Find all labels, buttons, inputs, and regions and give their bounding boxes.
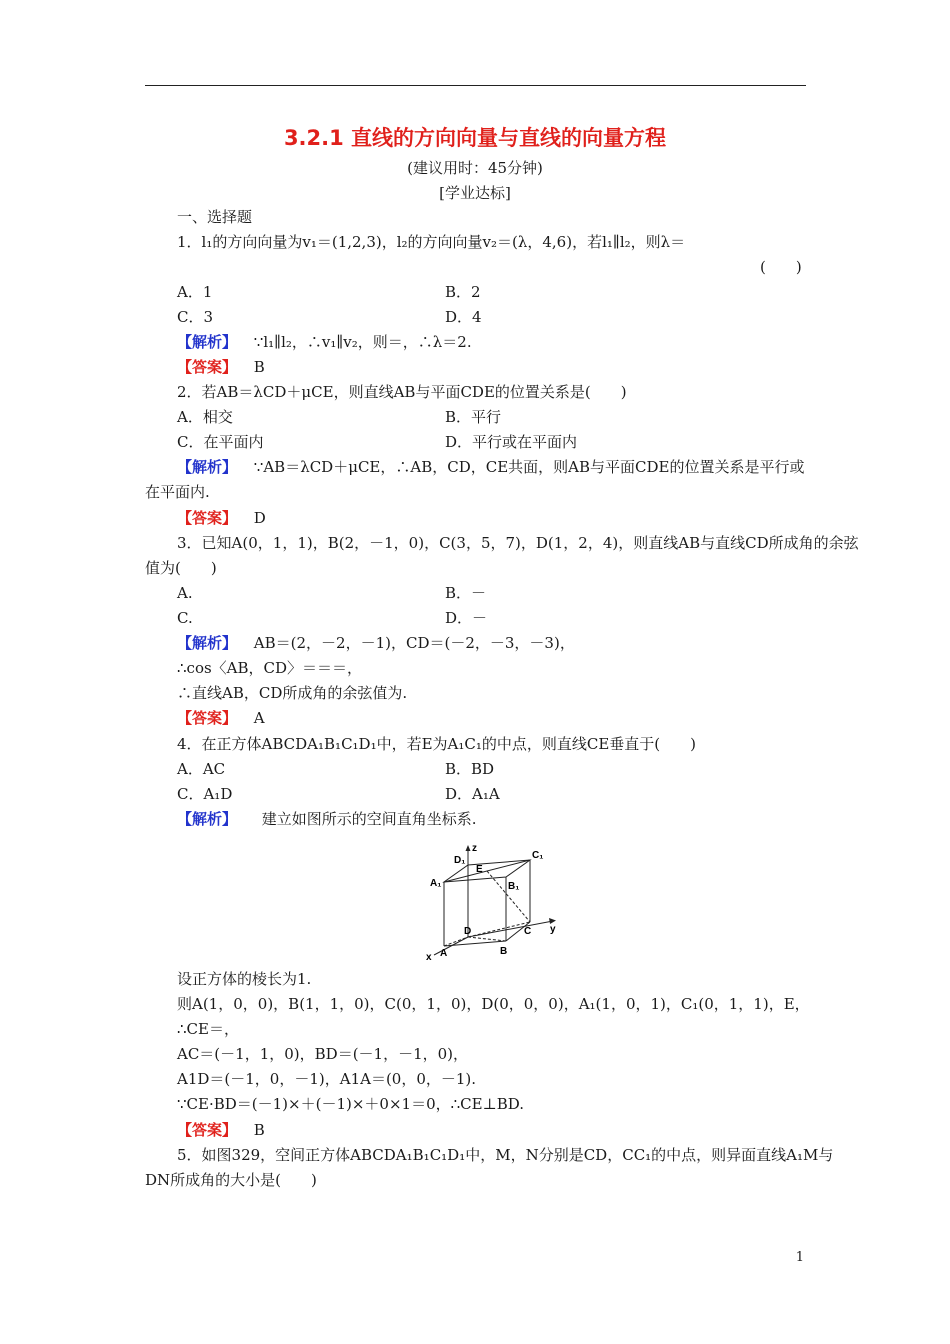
label-b1: B₁ — [508, 881, 520, 892]
analysis-tag: 【解析】 — [177, 458, 238, 476]
q3-option-b: B．－ — [445, 584, 487, 602]
label-b: B — [500, 946, 508, 957]
answer-tag: 【答案】 — [177, 509, 238, 527]
y-axis — [468, 921, 553, 937]
q2-answer — [177, 508, 266, 528]
q2-analysis-text: ∵AB＝λCD＋μCE，∴AB，CD，CE共面，则AB与平面CDE的位置关系是平行或 — [253, 458, 805, 476]
q3-analysis-text: AB＝(2，－2，－1)，CD＝(－2，－3，－3)， — [253, 634, 575, 652]
q3-option-d: D．－ — [445, 609, 488, 627]
label-y: y — [550, 924, 556, 935]
analysis-tag: 【解析】 — [177, 810, 238, 828]
q1-answer-text: B — [253, 358, 265, 376]
label-a1: A₁ — [430, 878, 442, 889]
label-e: E — [476, 864, 483, 875]
q4-stem: 4．在正方体ABCDA₁B₁C₁D₁中，若E为A₁C₁的中点，则直线CE垂直于( ) — [177, 735, 697, 753]
q4-line5: A1D＝(－1，0，－1)，A1A＝(0，0，－1). — [177, 1070, 477, 1088]
q4-line4: AC＝(－1，1，0)，BD＝(－1，－1，0)， — [177, 1045, 469, 1063]
q1-option-d: D．4 — [445, 308, 482, 326]
label-c: C — [524, 926, 532, 937]
q4-option-c: C．A₁D — [177, 785, 233, 803]
q4-option-b: B．BD — [445, 760, 495, 778]
cube-figure — [420, 842, 560, 962]
q3-answer-text: A — [253, 709, 265, 727]
q4-option-a: A．AC — [177, 760, 226, 778]
q1-stem: 1．l₁的方向向量为v₁＝(1,2,3)，l₂的方向向量v₂＝(λ，4,6)，若l₁∥l₂，则λ＝ — [177, 233, 686, 251]
q4-analysis-text: 建立如图所示的空间直角坐标系. — [261, 810, 477, 828]
q1-analysis — [177, 332, 472, 352]
edge-ab — [444, 941, 506, 946]
page-number: 1 — [795, 1250, 804, 1265]
q4-answer — [177, 1120, 265, 1140]
q3-answer — [177, 708, 265, 728]
label-c1: C₁ — [532, 850, 544, 861]
answer-tag: 【答案】 — [177, 358, 238, 376]
segment-ce — [487, 871, 530, 922]
q2-analysis-cont: 在平面内. — [145, 483, 210, 501]
q2-option-b: B．平行 — [445, 408, 502, 426]
q3-analysis-line3: ∴直线AB，CD所成角的余弦值为. — [177, 684, 408, 702]
label-a: A — [440, 948, 448, 959]
analysis-tag: 【解析】 — [177, 634, 238, 652]
label-x: x — [426, 952, 432, 962]
time-hint: (建议用时：45分钟) — [407, 159, 543, 177]
q1-paren: ( ) — [760, 258, 802, 276]
analysis-tag: 【解析】 — [177, 333, 238, 351]
q4-line1: 设正方体的棱长为1. — [177, 970, 312, 988]
q1-option-b: B．2 — [445, 283, 481, 301]
q2-option-a: A．相交 — [177, 408, 233, 426]
answer-tag: 【答案】 — [177, 709, 238, 727]
label-z: z — [472, 843, 477, 854]
q1-answer — [177, 357, 265, 377]
q4-analysis — [177, 809, 477, 829]
q3-option-c: C. — [177, 609, 193, 627]
segment-db — [468, 937, 506, 941]
page-title: 3.2.1 直线的方向向量与直线的向量方程 — [283, 126, 667, 150]
q1-option-a: A．1 — [177, 283, 213, 301]
q1-option-c: C．3 — [177, 308, 214, 326]
q3-stem-cont: 值为( ) — [145, 559, 217, 577]
q3-analysis — [177, 633, 575, 653]
q2-answer-text: D — [253, 509, 266, 527]
q2-option-d: D．平行或在平面内 — [445, 433, 578, 451]
answer-tag: 【答案】 — [177, 1121, 238, 1139]
part-heading: 一、选择题 — [177, 208, 253, 226]
header-rule — [145, 85, 806, 86]
q3-option-a: A. — [177, 584, 193, 602]
q2-analysis — [177, 457, 804, 477]
q4-line6: ∵CE·BD＝(－1)×＋(－1)×＋0×1＝0，∴CE⊥BD. — [177, 1095, 524, 1113]
q1-analysis-text: ∵l₁∥l₂，∴v₁∥v₂，则＝，∴λ＝2. — [253, 333, 472, 351]
label-d: D — [464, 926, 472, 937]
q5-stem-cont: DN所成角的大小是( ) — [145, 1171, 317, 1189]
q4-option-d: D．A₁A — [445, 785, 500, 803]
q3-stem: 3．已知A(0，1，1)，B(2，－1，0)，C(3，5，7)，D(1，2，4)，则直线AB与直线CD所成角的余弦 — [177, 534, 859, 552]
q4-line2: 则A(1，0，0)，B(1，1，0)，C(0，1，0)，D(0，0，0)，A₁(1，0，1)，C₁(0，1，1)，E， — [177, 995, 810, 1013]
q4-answer-text: B — [253, 1121, 265, 1139]
q4-line3: ∴CE＝， — [177, 1020, 239, 1038]
q2-stem: 2．若AB＝λCD＋μCE，则直线AB与平面CDE的位置关系是( ) — [177, 383, 627, 401]
label-d1: D₁ — [454, 855, 466, 866]
q3-analysis-line2: ∴cos〈AB，CD〉＝＝＝， — [177, 659, 363, 677]
section-label: [学业达标] — [439, 184, 511, 202]
q5-stem: 5．如图329，空间正方体ABCDA₁B₁C₁D₁中，M，N分别是CD，CC₁的中点，则异面直线A₁M与 — [177, 1146, 834, 1164]
z-arrow — [466, 845, 471, 851]
q2-option-c: C．在平面内 — [177, 433, 264, 451]
